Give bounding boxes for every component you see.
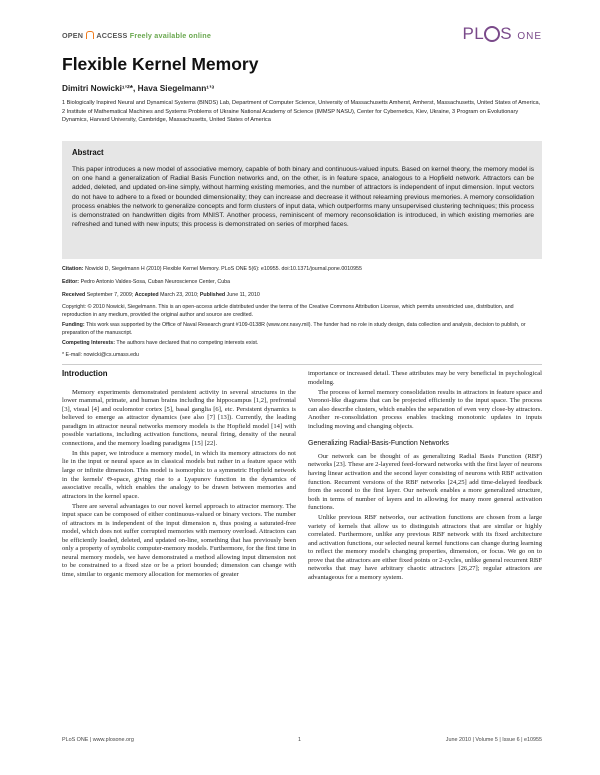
footer-journal: PLoS ONE | www.plosone.org [62,737,134,743]
paragraph: Unlike previous RBF networks, our activation functions are chosen from a large variety of kernels that allow us to distinguish attractors that are similar or highly correlated. Furthermore, unlike any previous RBF network with its fixed architecture and activation functions, our selected neural kernel functions can change during learning to reflect the memory model's changing properties, dimension, or focus. We go on to prove that the attractors are either fixed points or 2-cycles, unlike general recurrent RBF networks that may have arbitrary chaotic attractors [26,27]; regular attractors are advantageous for a memory system. [308,514,542,582]
paragraph: There are several advantages to our novel kernel approach to attractor memory. The input space can be composed of either continuous-valued or binary vectors. The number of attractors m is independent of the input dimension n, thus posing a saturated-free model, which does not suffer corrupted memories with memory overload. Attractors can be efficiently loaded, deleted, and updated on-line, something that has previously been only a property of symbolic computer-memory models. Furthermore, for the first time in neural memory models, we have demonstrated a method allowing input dimension not to be constrained to a fixed size or be a priori bounded; dimension can change with time, similar to organic memory allocation for memories of greater [62,502,296,579]
journal-header [62,24,542,48]
paragraph: The process of kernel memory consolidation results in attractors in feature space and Voronoi-like diagrams that can be projected efficiently to the input space. The process can also describe clusters, which enables the separation of even very close-by attractors. Another re-consolidation process enables tracking monotonic updates in inputs including moving and changing objects. [308,388,542,430]
abstract-box [62,141,542,259]
page-number: 1 [298,737,301,743]
competing-interests: Competing Interests: The authors have declared that no competing interests exist. [62,340,259,346]
abstract-text: This paper introduces a new model of associative memory, capable of both binary and continuous-valued inputs. Based on kernel theory, the memory model is on one hand a generalization of Radial Basis Function networks and, on the other, is in feature space, analogous to a Hopfield network. Attractors can be added, deleted, and updated on-line simply, without harming existing memories, and the number of attractors is independent of input dimension. Input vectors do not have to adhere to a fixed or bounded dimensionality; they can increase and decrease it without relearning previous memories. A memory consolidation process enables the network to generalize concepts and form clusters of input data, which outperforms many unsupervised clustering techniques; this process is demonstrated on handwritten digits from MNIST. Another process, reminiscent of memory reconsolidation is introduced, in which existing memories are refreshed and tuned with new inputs; this process is demonstrated on series of morphed faces. [72,166,534,229]
divider [62,364,542,365]
paragraph: Our network can be thought of as generalizing Radial Basis Function (RBF) networks [23]. These are 2-layered feed-forward networks with the first layer of neurons having linear activation and the second layer consisting of neurons with RBF activation function. Recurrent versions of the RBF networks [24,25] add time-delayed feedback from the second to the first layer. Our network enables a more generalized structure, both in terms of number of layers and in allowing for many more general activation functions. [308,452,542,512]
author-list: Dimitri Nowicki¹ʼ²*, Hava Siegelmann¹ʼ³ [62,83,215,93]
plos-one-logo: PL S ONE [462,24,542,43]
paragraph: importance or increased detail. These attributes may be very beneficial in psychological modeling. [308,370,542,386]
section-heading: Generalizing Radial-Basis-Function Networks [308,440,449,448]
editor: Editor: Pedro Antonio Valdes-Sosa, Cuban Neuroscience Center, Cuba [62,279,231,285]
open-access-label: OPEN ACCESS Freely available online [62,31,212,40]
footer-issue: June 2010 | Volume 5 | Issue 6 | e10955 [445,737,542,743]
logo-circle-icon [484,26,500,42]
citation: Citation: Nowicki D, Siegelmann H (2010) Flexible Kernel Memory. PLoS ONE 5(6): e10955. doi:10.1371/journal.pone.0010955 [62,266,362,272]
introduction-heading: Introduction [62,369,108,378]
left-column [62,370,296,580]
right-column [308,370,542,583]
paragraph: Memory experiments demonstrated persistent activity in several structures in the lower mammal, primate, and human brains including the hippocampus [1,2], prefrontal [3], visual [4] and oculomotor cortex [5], basal ganglia [6], etc. Persistent dynamics is believed to emerge as attractor dynamics (see also [7] [13]). Currently, the leading paradigm in attractor neural networks memory models is the Hopfield model [14] with possible variations, including activation functions, neural firing, density of the neural connections, and the memory loading paradigms [15] [22]. [62,388,296,447]
copyright: Copyright: © 2010 Nowicki, Siegelmann. This is an open-access article distributed under the terms of the Creative Commons Attribution License, which permits unrestricted use, distribution, and reproduction in any medium, provided the original author and source are credited. [62,304,514,318]
abstract-heading: Abstract [72,148,104,157]
open-lock-icon [86,31,94,39]
paragraph: In this paper, we introduce a memory model, in which its memory attractors do not lie in the input or neural space as in classical models but rather in a feature space with large or infinite dimension. This model is isomorphic to a symmetric Hopfield network in the kernels' Θ-space, giving rise to a Lyapunov function in the dynamics of associative recalls, which enables the analogy to be drawn between memories and attractors in the kernel space. [62,449,296,500]
correspondence-email: * E-mail: nowicki@cs.umass.edu [62,352,139,358]
funding: Funding: This work was supported by the Office of Naval Research grant #109-0138R (www.onr.navy.mil). The funder had no role in study design, data collection and analysis, decision to publish, or preparation of the manuscript. [62,322,526,336]
paper-title: Flexible Kernel Memory [62,54,259,74]
affiliations: 1 Biologically Inspired Neural and Dynamical Systems (BINDS) Lab, Department of Computer Science, University of Massachusetts Amherst, Amherst, Massachusetts, United States of America, 2 Institute of Mathematical Machines and Systems Problems of Ukraine National Academy of Science (IMMSP NASU), Center for Cybernetics, Kiev, Ukraine, 3 Program on Evolutionary Dynamics, Harvard University, Cambridge, Massachusetts, United States of America [62,100,541,124]
dates: Received September 7, 2009; Accepted March 23, 2010; Published June 11, 2010 [62,292,260,298]
